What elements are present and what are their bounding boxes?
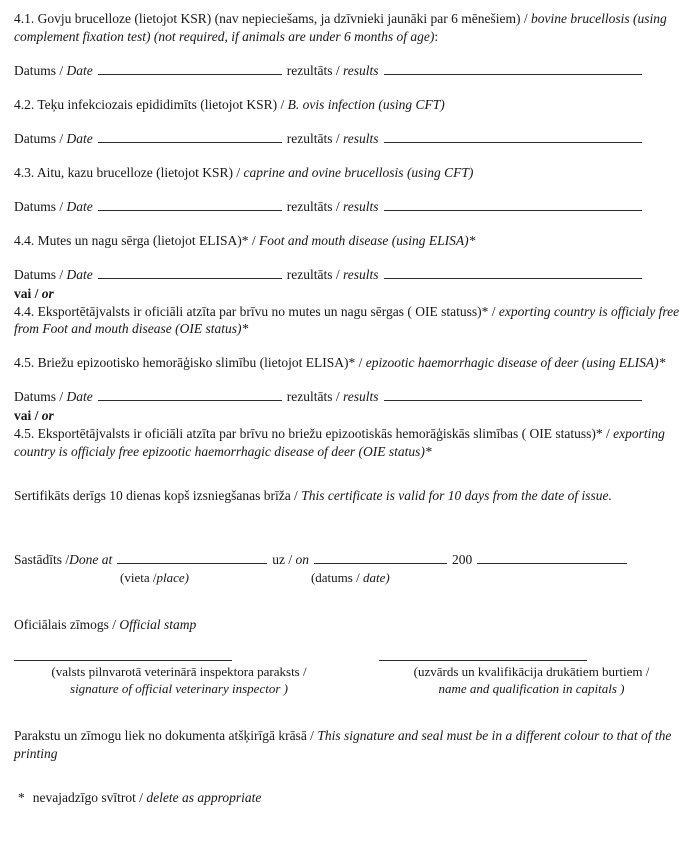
lv-text: vai / bbox=[14, 408, 42, 424]
date-blank-field bbox=[98, 390, 282, 401]
lv-text: rezultāts / bbox=[286, 62, 343, 78]
lv-text: (uzvārds un kvalifikācija drukātiem burtiem / bbox=[413, 664, 650, 680]
date-blank-field bbox=[314, 553, 447, 564]
en-text: Foot and mouth disease (using ELISA)* bbox=[258, 232, 476, 248]
results-blank-field bbox=[384, 390, 642, 401]
asterisk-mark: * bbox=[18, 789, 25, 805]
lv-text: Parakstu un zīmogu liek no dokumenta atšķirīgā krāsā / bbox=[14, 727, 318, 743]
en-text: B. ovis infection (using CFT) bbox=[287, 96, 445, 112]
done-at-line bbox=[14, 551, 684, 569]
lv-text: (vieta / bbox=[120, 570, 157, 586]
en-text: exporting country is officialy free from Foot and mouth disease (OIE status)* bbox=[14, 303, 680, 337]
en-text: place) bbox=[156, 570, 189, 586]
vai-or-line-1 bbox=[14, 285, 684, 303]
lv-text: Datums / bbox=[14, 62, 67, 78]
en-text: date) bbox=[362, 570, 390, 586]
signature-right-caption bbox=[379, 664, 684, 697]
lv-text: 4.5. Briežu epizootisko hemorāģisko slimību (lietojot ELISA)* / bbox=[14, 355, 366, 371]
lv-text: 4.2. Teķu infekciozais epididimīts (lietojot KSR) / bbox=[14, 96, 288, 112]
delete-as-appropriate-footnote bbox=[14, 789, 684, 807]
vai-or-line-2 bbox=[14, 407, 684, 425]
en-text: delete as appropriate bbox=[146, 789, 262, 805]
signature-line bbox=[14, 660, 232, 661]
lv-text: 4.5. Eksportētājvalsts ir oficiāli atzīta par brīvu no briežu epizootiskās hemorāģiskās slimības ( OIE statuss)* / bbox=[14, 426, 614, 442]
colour-note bbox=[14, 727, 684, 763]
en-text: signature of official veterinary inspector ) bbox=[70, 680, 288, 696]
en-text: This signature and seal must be in a different colour to that of the printing bbox=[14, 727, 672, 761]
en-text: bovine brucellosis (using complement fixation test) (not required, if animals are under 6 months of age) bbox=[14, 11, 667, 44]
date-results-line-4-3 bbox=[14, 198, 684, 216]
date-results-line-4-2 bbox=[14, 130, 684, 148]
validity-note bbox=[14, 487, 684, 505]
place-blank-field bbox=[117, 553, 267, 564]
en-text: or bbox=[41, 408, 54, 424]
lv-text: Sertifikāts derīgs 10 dienas kopš izsniegšanas brīža / bbox=[14, 488, 302, 504]
signature-left-caption bbox=[14, 664, 344, 697]
lv-text: Sastādīts / bbox=[14, 552, 70, 568]
lv-text: Datums / bbox=[14, 198, 67, 214]
en-text: Date bbox=[66, 389, 93, 405]
name-line bbox=[379, 660, 587, 661]
en-text: epizootic haemorrhagic disease of deer (using ELISA)* bbox=[365, 355, 666, 371]
en-text: caprine and ovine brucellosis (using CFT) bbox=[243, 164, 474, 180]
lv-text: vai / bbox=[14, 285, 42, 301]
year-blank-field bbox=[477, 553, 627, 564]
lv-text: rezultāts / bbox=[286, 266, 343, 282]
lv-text: 4.3. Aitu, kazu brucelloze (lietojot KSR) / bbox=[14, 164, 244, 180]
en-text: results bbox=[342, 62, 379, 78]
para-4-1 bbox=[14, 10, 684, 46]
lv-text: rezultāts / bbox=[286, 198, 343, 214]
en-text: results bbox=[342, 266, 379, 282]
signature-section bbox=[14, 660, 684, 697]
date-blank-field bbox=[98, 267, 282, 278]
punctuation: : bbox=[434, 28, 439, 44]
en-text: Official stamp bbox=[119, 617, 197, 633]
date-results-line-4-4 bbox=[14, 266, 684, 284]
en-text: results bbox=[342, 389, 379, 405]
para-4-3 bbox=[14, 164, 684, 182]
date-blank-field bbox=[98, 131, 282, 142]
lv-text: (datums / bbox=[310, 570, 363, 586]
lv-text: 4.4. Mutes un nagu sērga (lietojot ELISA)* / bbox=[14, 232, 259, 248]
lv-text: Datums / bbox=[14, 266, 67, 282]
lv-text: Oficiālais zīmogs / bbox=[14, 617, 120, 633]
para-4-4 bbox=[14, 232, 684, 250]
results-blank-field bbox=[384, 267, 642, 278]
date-sublabel bbox=[311, 569, 390, 586]
en-text: Date bbox=[66, 198, 93, 214]
en-text: results bbox=[342, 130, 379, 146]
en-text: This certificate is valid for 10 days from the date of issue. bbox=[301, 488, 612, 504]
en-text: Date bbox=[66, 62, 93, 78]
date-results-line-4-5 bbox=[14, 388, 684, 406]
signature-right-block bbox=[379, 660, 684, 697]
lv-text: Datums / bbox=[14, 389, 67, 405]
lv-text: nevajadzīgo svītrot / bbox=[32, 789, 147, 805]
done-at-sublabels bbox=[14, 569, 684, 586]
en-text: Date bbox=[66, 130, 93, 146]
official-stamp-label bbox=[14, 616, 684, 634]
date-blank-field bbox=[98, 199, 282, 210]
en-text: on bbox=[295, 552, 310, 568]
place-sublabel bbox=[120, 569, 189, 586]
date-blank-field bbox=[98, 63, 282, 74]
en-text: Done at bbox=[69, 552, 113, 568]
para-4-5-oie bbox=[14, 425, 684, 461]
results-blank-field bbox=[384, 131, 642, 142]
en-text: Date bbox=[66, 266, 93, 282]
en-text: or bbox=[41, 285, 54, 301]
results-blank-field bbox=[384, 63, 642, 74]
lv-text: 4.4. Eksportētājvalsts ir oficiāli atzīta par brīvu no mutes un nagu sērgas ( OIE statuss)* / bbox=[14, 303, 499, 319]
date-results-line-4-1 bbox=[14, 62, 684, 80]
lv-text: (valsts pilnvarotā veterinārā inspektora paraksts / bbox=[51, 664, 307, 680]
results-blank-field bbox=[384, 199, 642, 210]
year-prefix: 200 bbox=[452, 552, 473, 568]
en-text: results bbox=[342, 198, 379, 214]
en-text: exporting country is officialy free epizootic haemorrhagic disease of deer (OIE status)* bbox=[14, 426, 665, 460]
en-text: name and qualification in capitals ) bbox=[438, 680, 625, 696]
para-4-4-oie bbox=[14, 303, 684, 339]
lv-text: Datums / bbox=[14, 130, 67, 146]
para-4-2 bbox=[14, 96, 684, 114]
para-4-5 bbox=[14, 354, 684, 372]
signature-left-block bbox=[14, 660, 344, 697]
lv-text: rezultāts / bbox=[286, 389, 343, 405]
lv-text: 4.1. Govju brucelloze (lietojot KSR) (nav nepieciešams, ja dzīvnieki jaunāki par 6 mēnešiem) / bbox=[14, 11, 531, 26]
lv-text: rezultāts / bbox=[286, 130, 343, 146]
lv-text: uz / bbox=[272, 552, 296, 568]
